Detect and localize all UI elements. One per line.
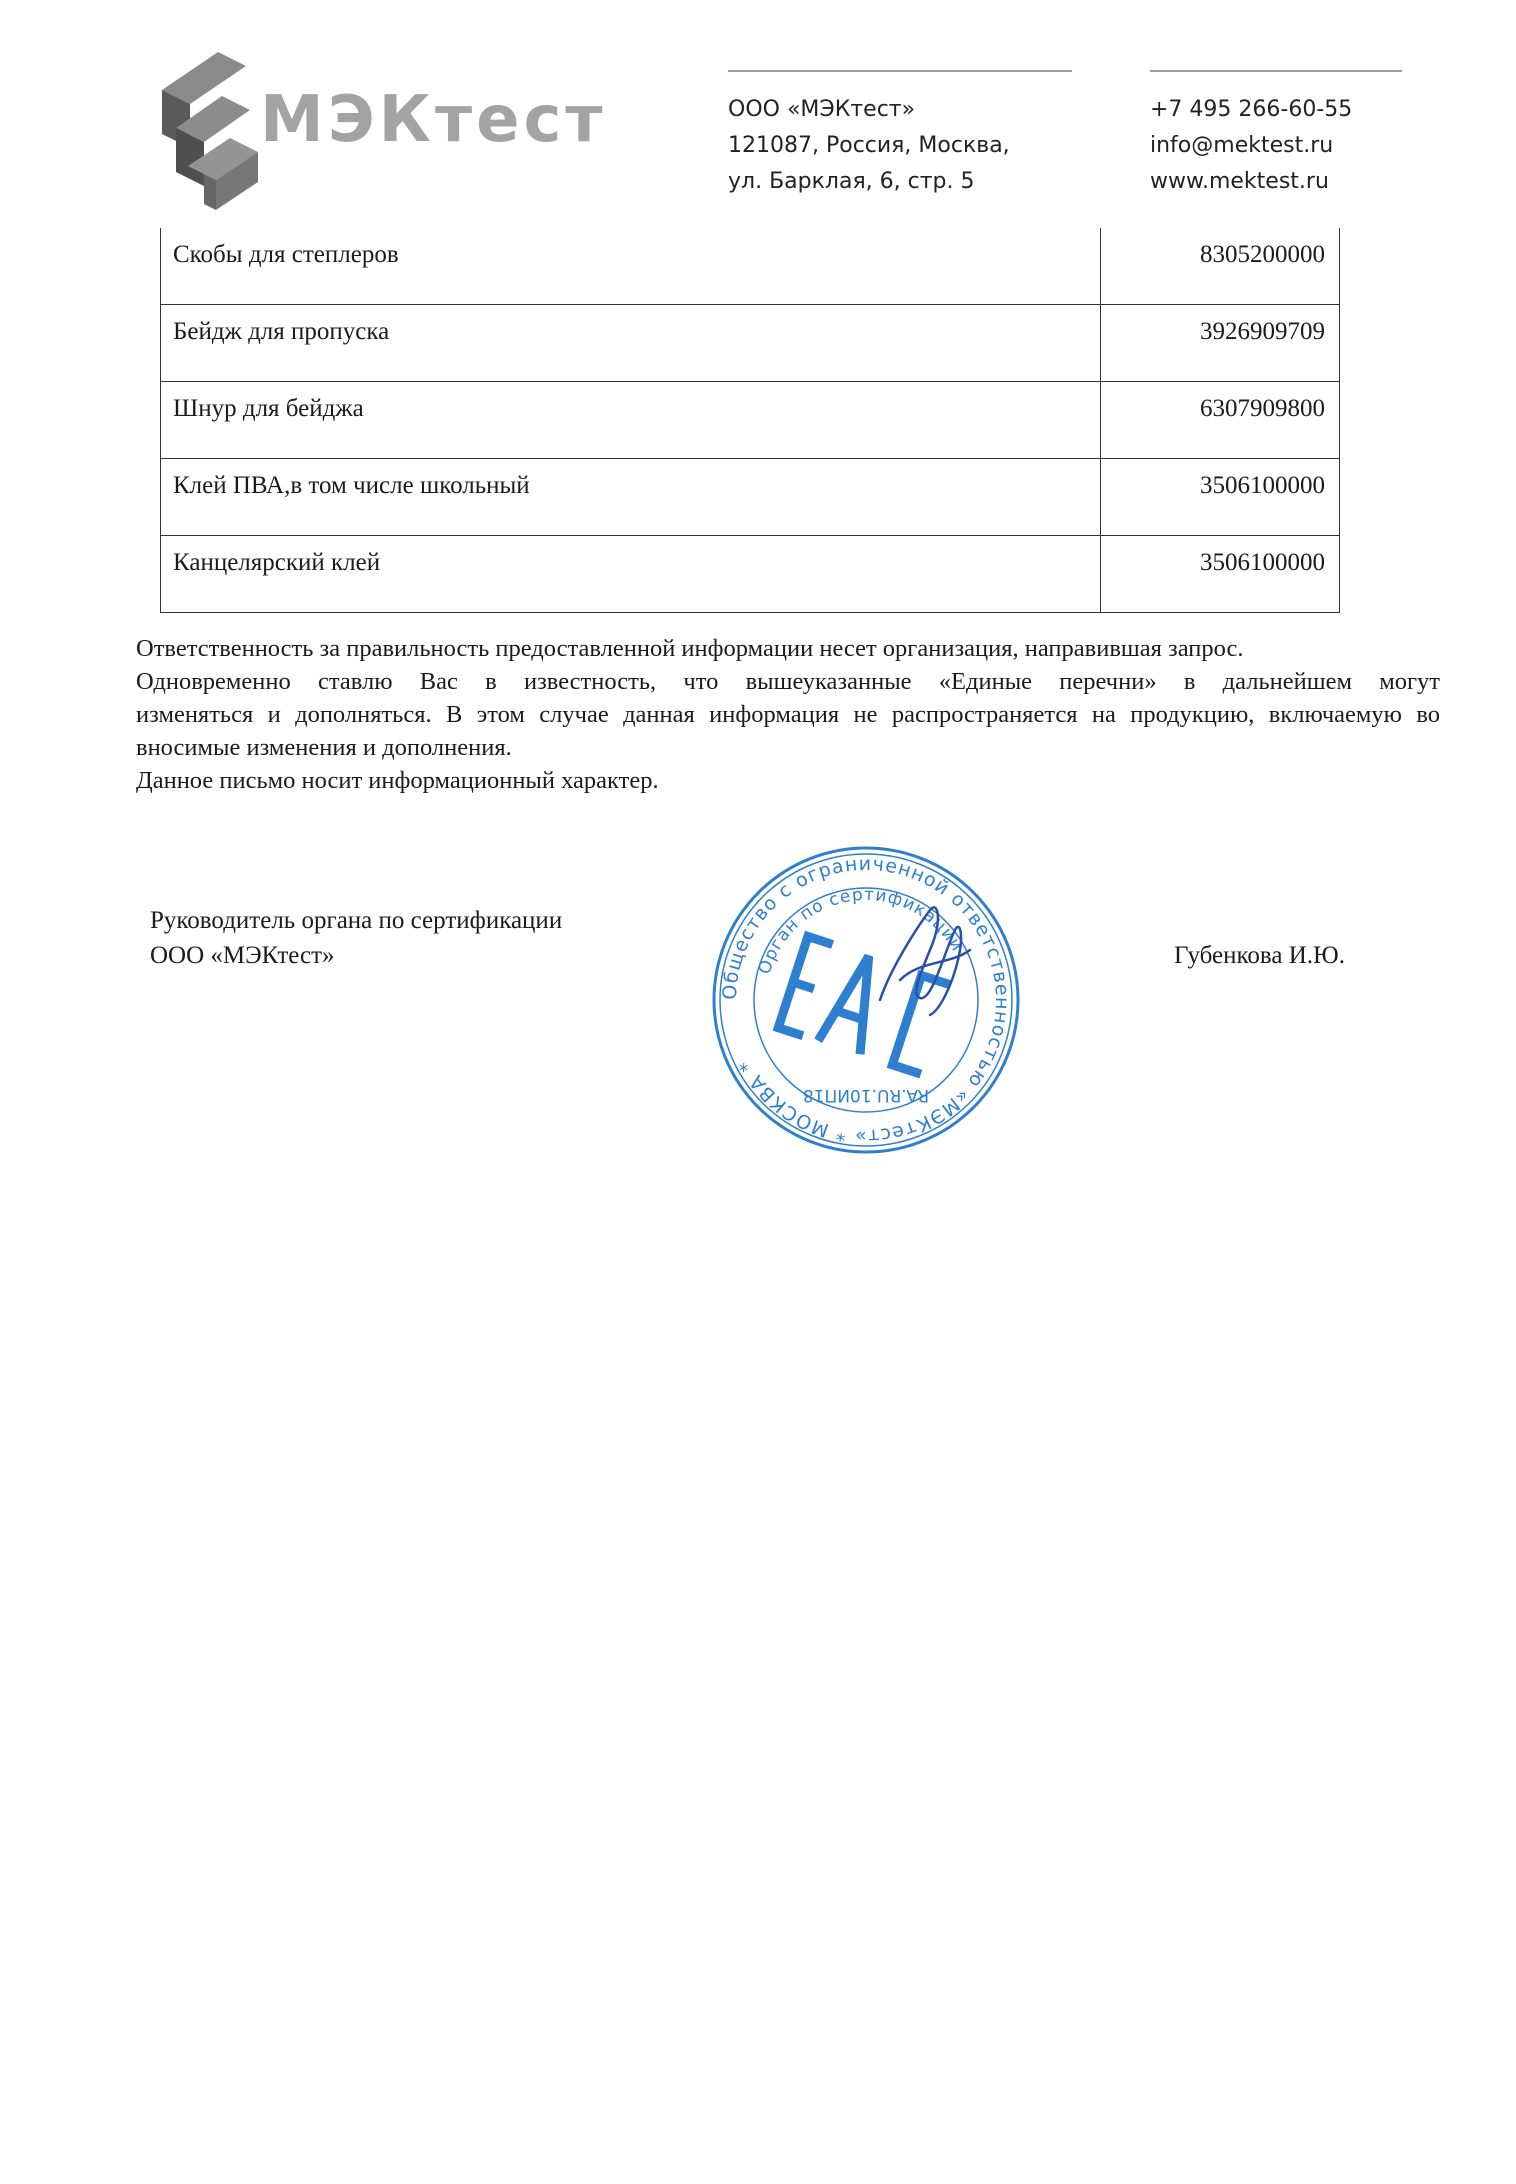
table-row — [161, 382, 1340, 459]
product-code: 8305200000 — [1101, 228, 1340, 305]
product-name: Канцелярский клей — [161, 536, 1101, 613]
header-divider-right — [1150, 70, 1402, 72]
handwritten-signature — [860, 890, 980, 1040]
notice-paragraph: Одновременно ставлю Вас в известность, что вышеуказанные «Единые перечни» в дальнейшем могут изменяться и дополняться. В этом случае данная информация не распространяется на продукцию, включаемую во вносимые изменения и дополнения. — [136, 668, 1440, 761]
mektest-logo-icon — [160, 52, 260, 210]
product-code: 3506100000 — [1101, 536, 1340, 613]
contact-email: info@mektest.ru — [1150, 133, 1334, 158]
product-name: Клей ПВА,в том числе школьный — [161, 459, 1101, 536]
product-codes-table — [160, 228, 1340, 613]
position-line-2: ООО «МЭКтест» — [150, 942, 335, 969]
svg-text:RA.RU.10ИП18: RA.RU.10ИП18 — [802, 1085, 930, 1105]
responsibility-paragraph: Ответственность за правильность предоставленной информации несет организация, направившая запрос. — [136, 635, 1244, 662]
position-line-1: Руководитель органа по сертификации — [150, 907, 563, 934]
logo-wordmark: МЭКтест — [260, 83, 607, 157]
contact-website: www.mektest.ru — [1150, 169, 1329, 194]
company-city: 121087, Россия, Москва, — [728, 133, 1010, 158]
product-code: 3926909709 — [1101, 305, 1340, 382]
company-contacts — [1150, 92, 1352, 200]
product-name: Скобы для степлеров — [161, 228, 1101, 305]
info-paragraph: Данное письмо носит информационный характер. — [136, 767, 659, 794]
signatory-position — [150, 903, 562, 973]
company-street: ул. Барклая, 6, стр. 5 — [728, 169, 975, 194]
contact-phone: +7 495 266-60-55 — [1150, 97, 1353, 122]
table-row — [161, 536, 1340, 613]
header-divider-left — [728, 70, 1072, 72]
letter-body — [136, 632, 1440, 797]
signatory-name: Губенкова И.Ю. — [1174, 942, 1345, 969]
svg-text:Общество с ограниченной ответс: Общество с ограниченной ответственностью «МЭКтест» * МОСКВА * — [718, 852, 1014, 1148]
product-code: 3506100000 — [1101, 459, 1340, 536]
table-row — [161, 305, 1340, 382]
table-row — [161, 228, 1340, 305]
product-name: Шнур для бейджа — [161, 382, 1101, 459]
company-name: ООО «МЭКтест» — [728, 97, 916, 122]
svg-text:Орган по сертификации: Орган по сертификации — [754, 884, 968, 977]
table-row — [161, 459, 1340, 536]
company-address — [728, 92, 1010, 200]
product-code: 6307909800 — [1101, 382, 1340, 459]
product-name: Бейдж для пропуска — [161, 305, 1101, 382]
